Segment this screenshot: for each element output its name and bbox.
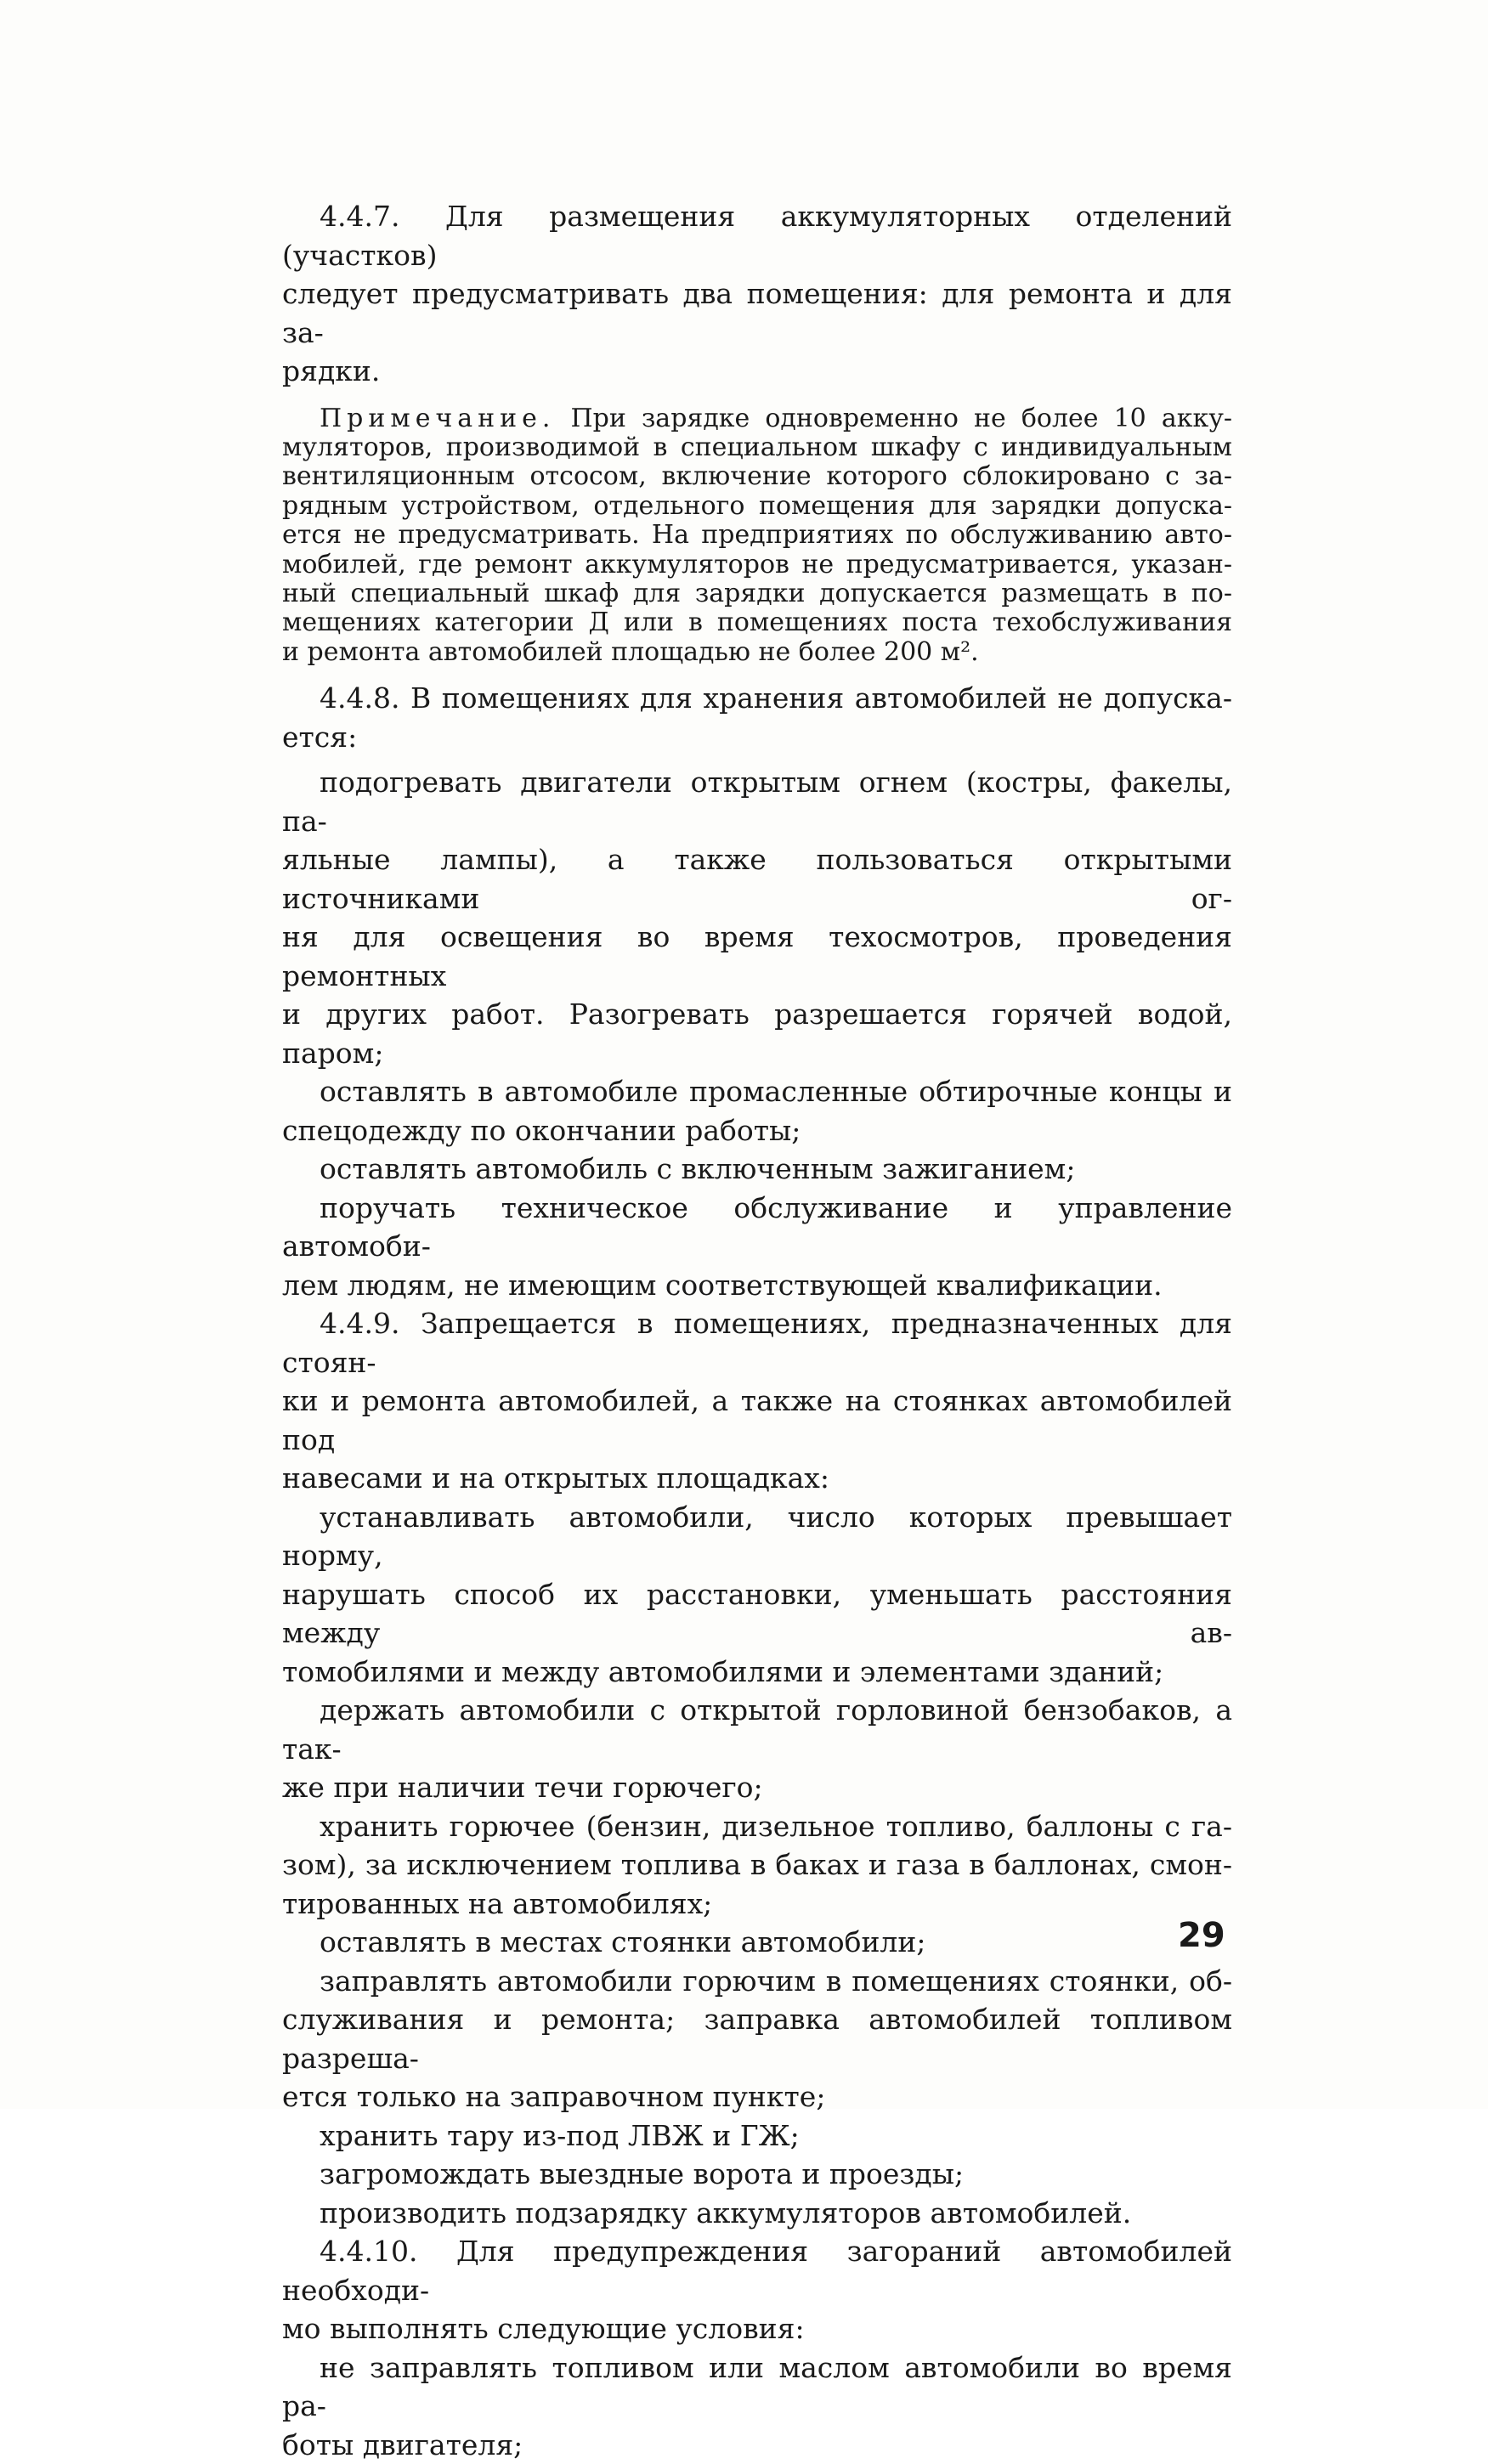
paragraph-line: рядки. bbox=[282, 354, 381, 387]
list-item-line: хранить тару из-под ЛВЖ и ГЖ; bbox=[320, 2118, 800, 2152]
list-item-line: томобилями и между автомобилями и элементами зданий; bbox=[282, 1654, 1164, 1688]
list-item-line: оставлять в автомобиле промасленные обтирочные концы и bbox=[320, 1075, 1232, 1109]
note-line: и ремонта автомобилей площадью не более 200 м². bbox=[282, 636, 979, 667]
list-item-line: производить подзарядку аккумуляторов автомобилей. bbox=[320, 2196, 1132, 2229]
note-line: мобилей, где ремонт аккумуляторов не предусматривается, указан- bbox=[282, 549, 1232, 579]
section-4-4-7 bbox=[282, 197, 1232, 391]
list-item-line: не заправлять топливом или маслом автомобили во время ра- bbox=[282, 2350, 1232, 2423]
note-line: ный специальный шкаф для зарядки допускается размещать в по- bbox=[282, 578, 1232, 608]
list-item-line: ется только на заправочном пункте; bbox=[282, 2080, 826, 2114]
list-item-line: служивания и ремонта; заправка автомобилей топливом разреша- bbox=[282, 2003, 1232, 2075]
note-line: рядным устройством, отдельного помещения для зарядки допуска- bbox=[282, 490, 1232, 521]
text-column bbox=[282, 197, 1232, 2464]
note-block bbox=[282, 404, 1232, 668]
paragraph-line: 4.4.8. В помещениях для хранения автомобилей не допуска- bbox=[320, 681, 1232, 715]
list-item-line: же при наличии течи горючего; bbox=[282, 1771, 763, 1805]
note-line: муляторов, производимой в специальном шкафу с индивидуальным bbox=[282, 432, 1232, 462]
list-item-line: загромождать выездные ворота и проезды; bbox=[320, 2157, 965, 2191]
section-4-4-9 bbox=[282, 1304, 1232, 2232]
note-first-line bbox=[282, 404, 1232, 433]
list-item-line: тированных на автомобилях; bbox=[282, 1886, 713, 1920]
list-item-line: подогревать двигатели открытым огнем (костры, факелы, па- bbox=[282, 766, 1232, 838]
list-item-line: лем людям, не имеющим соответствующей квалификации. bbox=[282, 1268, 1163, 1302]
paragraph-line: ется: bbox=[282, 720, 358, 754]
list-item-line: нарушать способ их расстановки, уменьшать расстояния между ав- bbox=[282, 1577, 1232, 1650]
note-line: вентиляционным отсосом, включение которого сблокировано с за- bbox=[282, 461, 1232, 492]
list-item-line: хранить горючее (бензин, дизельное топливо, баллоны с га- bbox=[320, 1809, 1232, 1843]
note-line: При зарядке одновременно не более 10 акку- bbox=[555, 403, 1232, 433]
list-item-line: спецодежду по окончании работы; bbox=[282, 1113, 801, 1147]
paragraph-line: 4.4.10. Для предупреждения загораний автомобилей необходи- bbox=[282, 2235, 1232, 2307]
page-number: 29 bbox=[1178, 1916, 1225, 1955]
list-item-line: зом), за исключением топлива в баках и газа в баллонах, смон- bbox=[282, 1848, 1232, 1882]
list-item-line: устанавливать автомобили, число которых превышает норму, bbox=[282, 1500, 1232, 1573]
list-item-line: держать автомобили с открытой горловиной бензобаков, а так- bbox=[282, 1693, 1232, 1766]
paragraph-line: 4.4.9. Запрещается в помещениях, предназначенных для стоян- bbox=[282, 1307, 1232, 1379]
section-4-4-8 bbox=[282, 679, 1232, 1304]
list-item-line: оставлять автомобиль с включенным зажиганием; bbox=[320, 1152, 1076, 1186]
paragraph-line: ки и ремонта автомобилей, а также на стоянках автомобилей под bbox=[282, 1384, 1232, 1456]
note-label: Примечание. bbox=[320, 403, 556, 433]
list-item-line: поручать техническое обслуживание и управление автомоби- bbox=[282, 1190, 1232, 1263]
list-item-line: оставлять в местах стоянки автомобили; bbox=[320, 1925, 926, 1959]
list-item-line: заправлять автомобили горючим в помещениях стоянки, об- bbox=[320, 1964, 1232, 1998]
note-line: ется не предусматривать. На предприятиях по обслуживанию авто- bbox=[282, 520, 1232, 551]
paragraph-line: мо выполнять следующие условия: bbox=[282, 2312, 805, 2346]
list-item-line: и других работ. Разогревать разрешается горячей водой, паром; bbox=[282, 997, 1232, 1070]
list-item-line: ня для освещения во время техосмотров, проведения ремонтных bbox=[282, 920, 1232, 992]
list-item-line: яльные лампы), а также пользоваться открытыми источниками ог- bbox=[282, 843, 1232, 915]
section-4-4-10 bbox=[282, 2232, 1232, 2464]
note-line: мещениях категории Д или в помещениях поста техобслуживания bbox=[282, 608, 1232, 638]
paragraph-line: навесами и на открытых площадках: bbox=[282, 1461, 830, 1495]
paragraph-line: 4.4.7. Для размещения аккумуляторных отделений (участков) bbox=[282, 200, 1232, 272]
paragraph-line: следует предусматривать два помещения: для ремонта и для за- bbox=[282, 277, 1232, 349]
list-item-line: боты двигателя; bbox=[282, 2427, 523, 2461]
